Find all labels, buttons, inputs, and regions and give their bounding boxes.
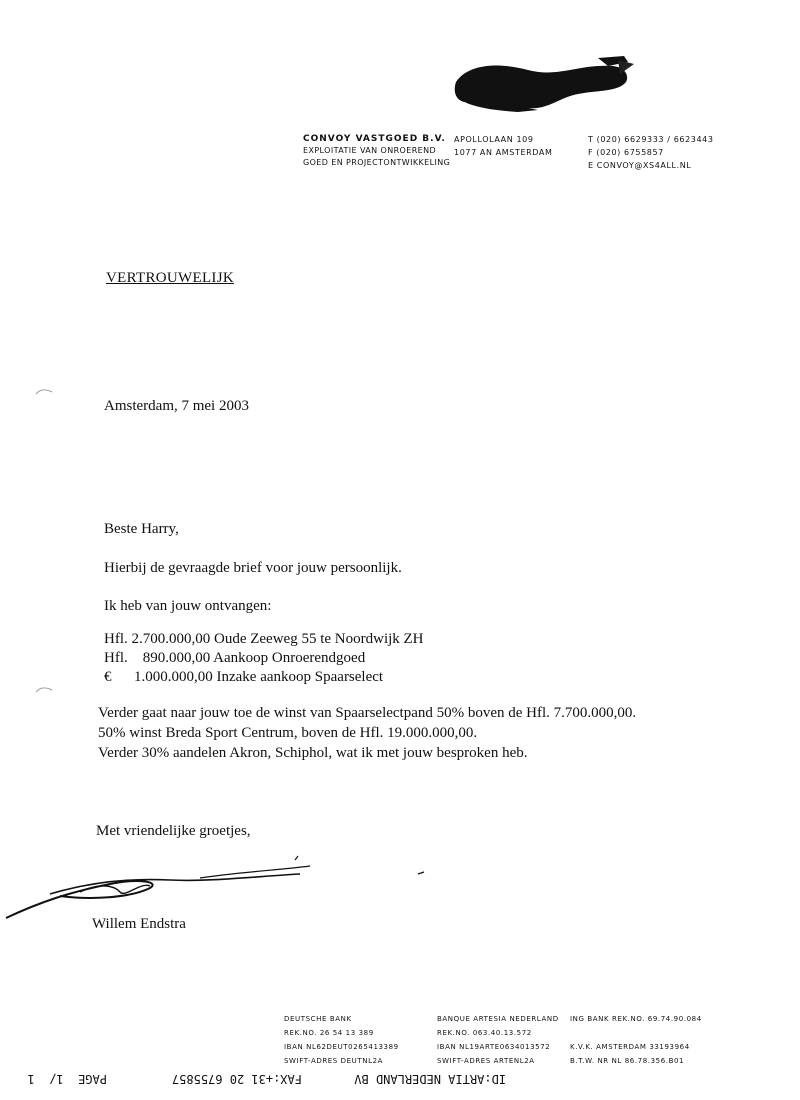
bank-line: SWIFT-ADRES DEUTNL2A [284, 1057, 384, 1065]
fax-line: F (020) 6755857 [588, 148, 664, 157]
letter-closing: Met vriendelijke groetjes, [96, 823, 251, 839]
letter-intro: Hierbij de gevraagde brief voor jouw persoonlijk. [104, 560, 402, 576]
phone-line: T (020) 6629333 / 6623443 [588, 135, 714, 144]
bank-line: IBAN NL62DEUT0265413389 [284, 1043, 399, 1051]
company-contact [588, 133, 714, 172]
company-tagline-1: EXPLOITATIE VAN ONROEREND [303, 146, 437, 155]
terms-line: Verder 30% aandelen Akron, Schiphol, wat ik met jouw besproken heb. [98, 745, 528, 761]
company-tagline-2: GOED EN PROJECTONTWIKKELING [303, 158, 451, 167]
punch-mark-top [34, 388, 54, 396]
email-line: E CONVOY@XS4ALL.NL [588, 161, 692, 170]
bank-line: SWIFT-ADRES ARTENL2A [437, 1057, 535, 1065]
terms-line: Verder gaat naar jouw toe de winst van Spaarselectpand 50% boven de Hfl. 7.700.000,00. [98, 705, 637, 721]
letter-greeting: Beste Harry, [104, 521, 179, 537]
fax-page: PAGE 1/ 1 [27, 1072, 107, 1086]
company-name: CONVOY VASTGOED B.V. [303, 134, 446, 144]
bank-line: DEUTSCHE BANK [284, 1015, 352, 1023]
bank-line: REK.NO. 063.40.13.572 [437, 1029, 532, 1037]
handwritten-signature [0, 852, 430, 932]
fax-transmission-header [0, 1066, 800, 1090]
fax-number: FAX:+31 20 6755857 [171, 1072, 302, 1086]
company-block [303, 133, 450, 169]
fax-sender-id: ID:ARTIA NEDERLAND BV [354, 1072, 506, 1086]
letter-date: Amsterdam, 7 mei 2003 [104, 398, 249, 414]
signer-name: Willem Endstra [92, 916, 186, 932]
list-item: € 1.000.000,00 Inzake aankoop Spaarselect [104, 669, 384, 685]
bank-line [570, 1026, 702, 1040]
bank-line: IBAN NL19ARTE0634013572 [437, 1043, 551, 1051]
company-logo-mark [448, 52, 638, 114]
list-item: Hfl. 2.700.000,00 Oude Zeeweg 55 te Noordwijk ZH [104, 631, 424, 647]
address-line-1: APOLLOLAAN 109 [454, 135, 534, 144]
company-address [454, 133, 552, 159]
bank-line: K.V.K. AMSTERDAM 33193964 [570, 1043, 690, 1051]
punch-mark-bottom [34, 686, 54, 694]
bank-details-2 [437, 1012, 559, 1068]
received-items-list [104, 630, 424, 687]
bank-line: B.T.W. NR NL 86.78.356.B01 [570, 1057, 685, 1065]
bank-details-1 [284, 1012, 399, 1068]
additional-terms [98, 703, 636, 763]
letter-heading: VERTROUWELIJK [106, 270, 234, 286]
bank-details-3 [570, 1012, 702, 1068]
bank-line: REK.NO. 26 54 13 389 [284, 1029, 374, 1037]
list-item: Hfl. 890.000,00 Aankoop Onroerendgoed [104, 650, 366, 666]
bank-line: BANQUE ARTESIA NEDERLAND [437, 1015, 559, 1023]
terms-line: 50% winst Breda Sport Centrum, boven de Hfl. 19.000.000,00. [98, 725, 478, 741]
received-intro: Ik heb van jouw ontvangen: [104, 598, 272, 614]
address-line-2: 1077 AN AMSTERDAM [454, 148, 553, 157]
bank-line: ING BANK REK.NO. 69.74.90.084 [570, 1015, 702, 1023]
